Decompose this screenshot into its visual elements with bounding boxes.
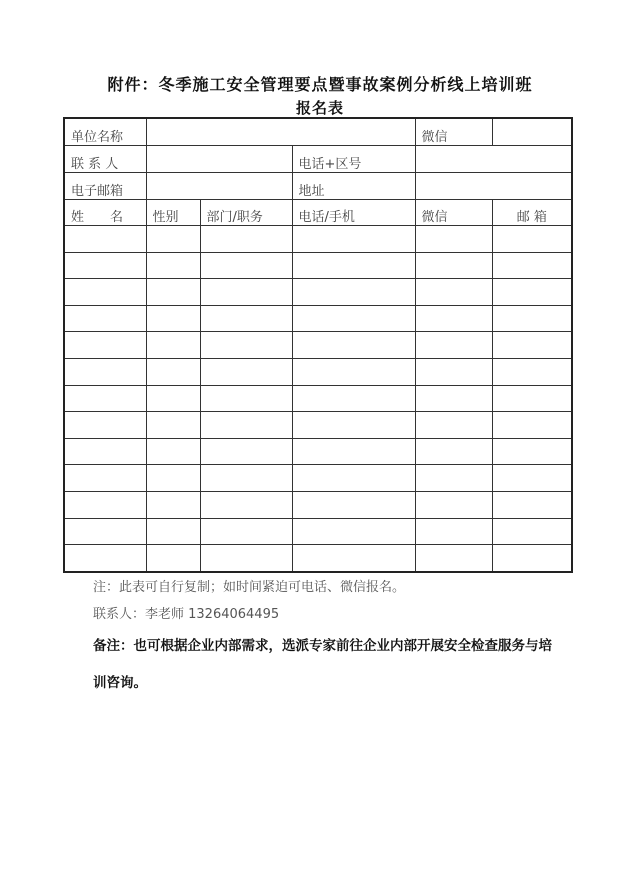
cell-email[interactable]	[492, 252, 572, 279]
cell-name[interactable]	[64, 438, 146, 465]
header-wechat: 微信	[415, 200, 492, 226]
cell-wechat[interactable]	[415, 358, 492, 385]
cell-department[interactable]	[200, 305, 292, 332]
phone-area-field[interactable]	[415, 146, 572, 173]
table-row	[64, 252, 572, 279]
contact-note: 联系人：李老师 13264064495	[93, 607, 280, 622]
cell-gender[interactable]	[146, 332, 200, 359]
cell-email[interactable]	[492, 305, 572, 332]
cell-phone[interactable]	[292, 252, 415, 279]
email-field[interactable]	[146, 173, 292, 200]
remark-note: 备注：也可根据企业内部需求，选派专家前往企业内部开展安全检查服务与培训咨询。	[93, 638, 552, 691]
table-row	[64, 305, 572, 332]
cell-wechat[interactable]	[415, 279, 492, 306]
table-row	[64, 279, 572, 306]
cell-email[interactable]	[492, 226, 572, 253]
cell-wechat[interactable]	[415, 545, 492, 572]
registration-form-table	[63, 117, 573, 573]
cell-gender[interactable]	[146, 412, 200, 439]
cell-name[interactable]	[64, 332, 146, 359]
cell-phone[interactable]	[292, 385, 415, 412]
table-row	[64, 412, 572, 439]
cell-email[interactable]	[492, 385, 572, 412]
unit-name-label: 单位名称	[64, 118, 146, 146]
table-row	[64, 226, 572, 253]
email-label: 电子邮箱	[64, 173, 146, 200]
cell-phone[interactable]	[292, 305, 415, 332]
header-name: 姓 名	[64, 200, 146, 226]
cell-wechat[interactable]	[415, 518, 492, 545]
cell-department[interactable]	[200, 252, 292, 279]
table-row	[64, 332, 572, 359]
table-row	[64, 545, 572, 572]
cell-phone[interactable]	[292, 518, 415, 545]
cell-gender[interactable]	[146, 358, 200, 385]
cell-department[interactable]	[200, 438, 292, 465]
cell-email[interactable]	[492, 491, 572, 518]
cell-gender[interactable]	[146, 545, 200, 572]
cell-name[interactable]	[64, 491, 146, 518]
cell-phone[interactable]	[292, 412, 415, 439]
cell-gender[interactable]	[146, 518, 200, 545]
cell-name[interactable]	[64, 465, 146, 492]
table-row	[64, 491, 572, 518]
cell-phone[interactable]	[292, 332, 415, 359]
contact-person-label: 联 系 人	[64, 146, 146, 173]
cell-phone[interactable]	[292, 226, 415, 253]
table-row	[64, 518, 572, 545]
cell-wechat[interactable]	[415, 465, 492, 492]
wechat-label: 微信	[415, 118, 492, 146]
copy-note: 注：此表可自行复制；如时间紧迫可电话、微信报名。	[93, 580, 406, 595]
cell-gender[interactable]	[146, 305, 200, 332]
wechat-field[interactable]	[492, 118, 572, 146]
attendee-header-row	[64, 200, 572, 226]
cell-wechat[interactable]	[415, 252, 492, 279]
attendee-rows	[64, 226, 572, 572]
cell-email[interactable]	[492, 545, 572, 572]
cell-name[interactable]	[64, 385, 146, 412]
unit-name-field[interactable]	[146, 118, 415, 146]
unit-row	[64, 118, 572, 146]
header-department-title: 部门/职务	[200, 200, 292, 226]
cell-gender[interactable]	[146, 491, 200, 518]
cell-department[interactable]	[200, 518, 292, 545]
cell-name[interactable]	[64, 412, 146, 439]
cell-name[interactable]	[64, 252, 146, 279]
cell-name[interactable]	[64, 358, 146, 385]
cell-department[interactable]	[200, 491, 292, 518]
cell-department[interactable]	[200, 465, 292, 492]
cell-department[interactable]	[200, 279, 292, 306]
cell-gender[interactable]	[146, 438, 200, 465]
contact-person-field[interactable]	[146, 146, 292, 173]
phone-area-label: 电话+区号	[292, 146, 415, 173]
cell-phone[interactable]	[292, 358, 415, 385]
header-email: 邮 箱	[492, 200, 572, 226]
contact-row	[64, 146, 572, 173]
cell-department[interactable]	[200, 226, 292, 253]
header-gender: 性别	[146, 200, 200, 226]
cell-department[interactable]	[200, 385, 292, 412]
header-phone-mobile: 电话/手机	[292, 200, 415, 226]
cell-gender[interactable]	[146, 385, 200, 412]
cell-phone[interactable]	[292, 491, 415, 518]
cell-name[interactable]	[64, 279, 146, 306]
cell-name[interactable]	[64, 305, 146, 332]
cell-email[interactable]	[492, 465, 572, 492]
cell-wechat[interactable]	[415, 305, 492, 332]
address-label: 地址	[292, 173, 415, 200]
cell-department[interactable]	[200, 545, 292, 572]
cell-wechat[interactable]	[415, 332, 492, 359]
table-row	[64, 465, 572, 492]
cell-gender[interactable]	[146, 279, 200, 306]
cell-department[interactable]	[200, 358, 292, 385]
address-field[interactable]	[415, 173, 572, 200]
document-title: 附件：冬季施工安全管理要点暨事故案例分析线上培训班	[107, 75, 533, 94]
cell-wechat[interactable]	[415, 491, 492, 518]
cell-phone[interactable]	[292, 279, 415, 306]
cell-gender[interactable]	[146, 465, 200, 492]
cell-gender[interactable]	[146, 226, 200, 253]
cell-phone[interactable]	[292, 545, 415, 572]
email-row	[64, 173, 572, 200]
table-row	[64, 385, 572, 412]
cell-gender[interactable]	[146, 252, 200, 279]
cell-department[interactable]	[200, 332, 292, 359]
cell-email[interactable]	[492, 332, 572, 359]
cell-email[interactable]	[492, 438, 572, 465]
cell-email[interactable]	[492, 518, 572, 545]
cell-wechat[interactable]	[415, 226, 492, 253]
document-subtitle: 报名表	[295, 99, 344, 117]
cell-email[interactable]	[492, 412, 572, 439]
table-row	[64, 358, 572, 385]
cell-wechat[interactable]	[415, 385, 492, 412]
table-row	[64, 438, 572, 465]
cell-name[interactable]	[64, 518, 146, 545]
cell-wechat[interactable]	[415, 412, 492, 439]
cell-email[interactable]	[492, 279, 572, 306]
cell-wechat[interactable]	[415, 438, 492, 465]
cell-name[interactable]	[64, 226, 146, 253]
cell-email[interactable]	[492, 358, 572, 385]
cell-department[interactable]	[200, 412, 292, 439]
cell-phone[interactable]	[292, 438, 415, 465]
cell-name[interactable]	[64, 545, 146, 572]
cell-phone[interactable]	[292, 465, 415, 492]
